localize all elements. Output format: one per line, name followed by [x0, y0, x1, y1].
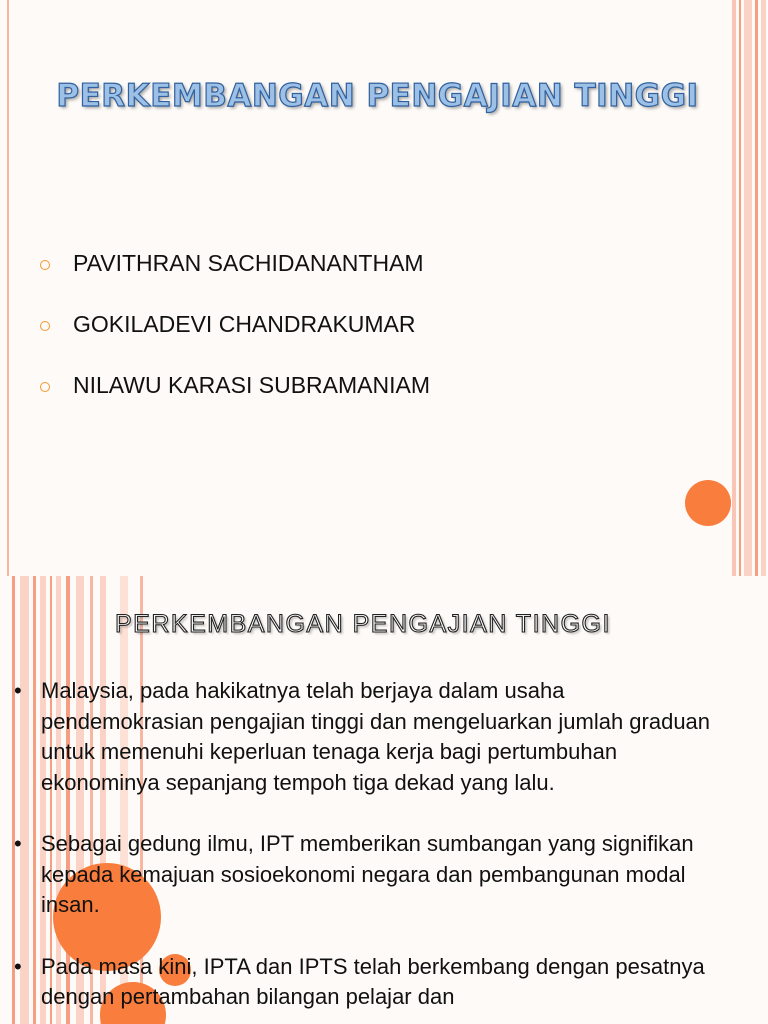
paragraph-text: Malaysia, pada hakikatnya telah berjaya dalam usaha pendemokrasian pengajian tinggi dan mengeluarkan jumlah graduan untuk memenuhi keperluan tenaga kerja bagi pertumbuhan ekonominya sepanjang tempoh tiga dekad yang lalu. — [41, 678, 711, 795]
decorative-stripe — [755, 0, 758, 576]
bullet-icon: • — [14, 831, 22, 856]
list-item — [14, 952, 726, 1013]
author-name: PAVITHRAN SACHIDANANTHAM — [73, 250, 424, 276]
paragraph-text: Sebagai gedung ilmu, IPT memberikan sumbangan yang signifikan kepada kemajuan sosioekonomi negara dan pembangunan modal insan. — [41, 831, 694, 917]
author-name: NILAWU KARASI SUBRAMANIAM — [73, 372, 430, 398]
orange-circle-decoration — [685, 480, 731, 526]
hollow-circle-bullet-icon — [40, 382, 50, 392]
paragraph-list — [14, 676, 726, 1024]
hollow-circle-bullet-icon — [40, 260, 50, 270]
bullet-icon: • — [14, 953, 22, 979]
slide-2 — [0, 576, 768, 1024]
bullet-icon: • — [14, 678, 22, 703]
hollow-circle-bullet-icon — [40, 321, 50, 331]
slide-title: PERKEMBANGAN PENGAJIAN TINGGI — [115, 610, 611, 638]
list-item — [14, 829, 726, 921]
paragraph-text: Pada masa kini, IPTA dan IPTS telah berkembang dengan pesatnya dengan pertambahan bilangan pelajar dan — [41, 953, 705, 1009]
author-name: GOKILADEVI CHANDRAKUMAR — [73, 311, 416, 337]
list-item — [14, 676, 726, 798]
decorative-stripe — [761, 0, 766, 576]
slide-title: PERKEMBANGAN PENGAJIAN TINGGI — [56, 78, 699, 114]
